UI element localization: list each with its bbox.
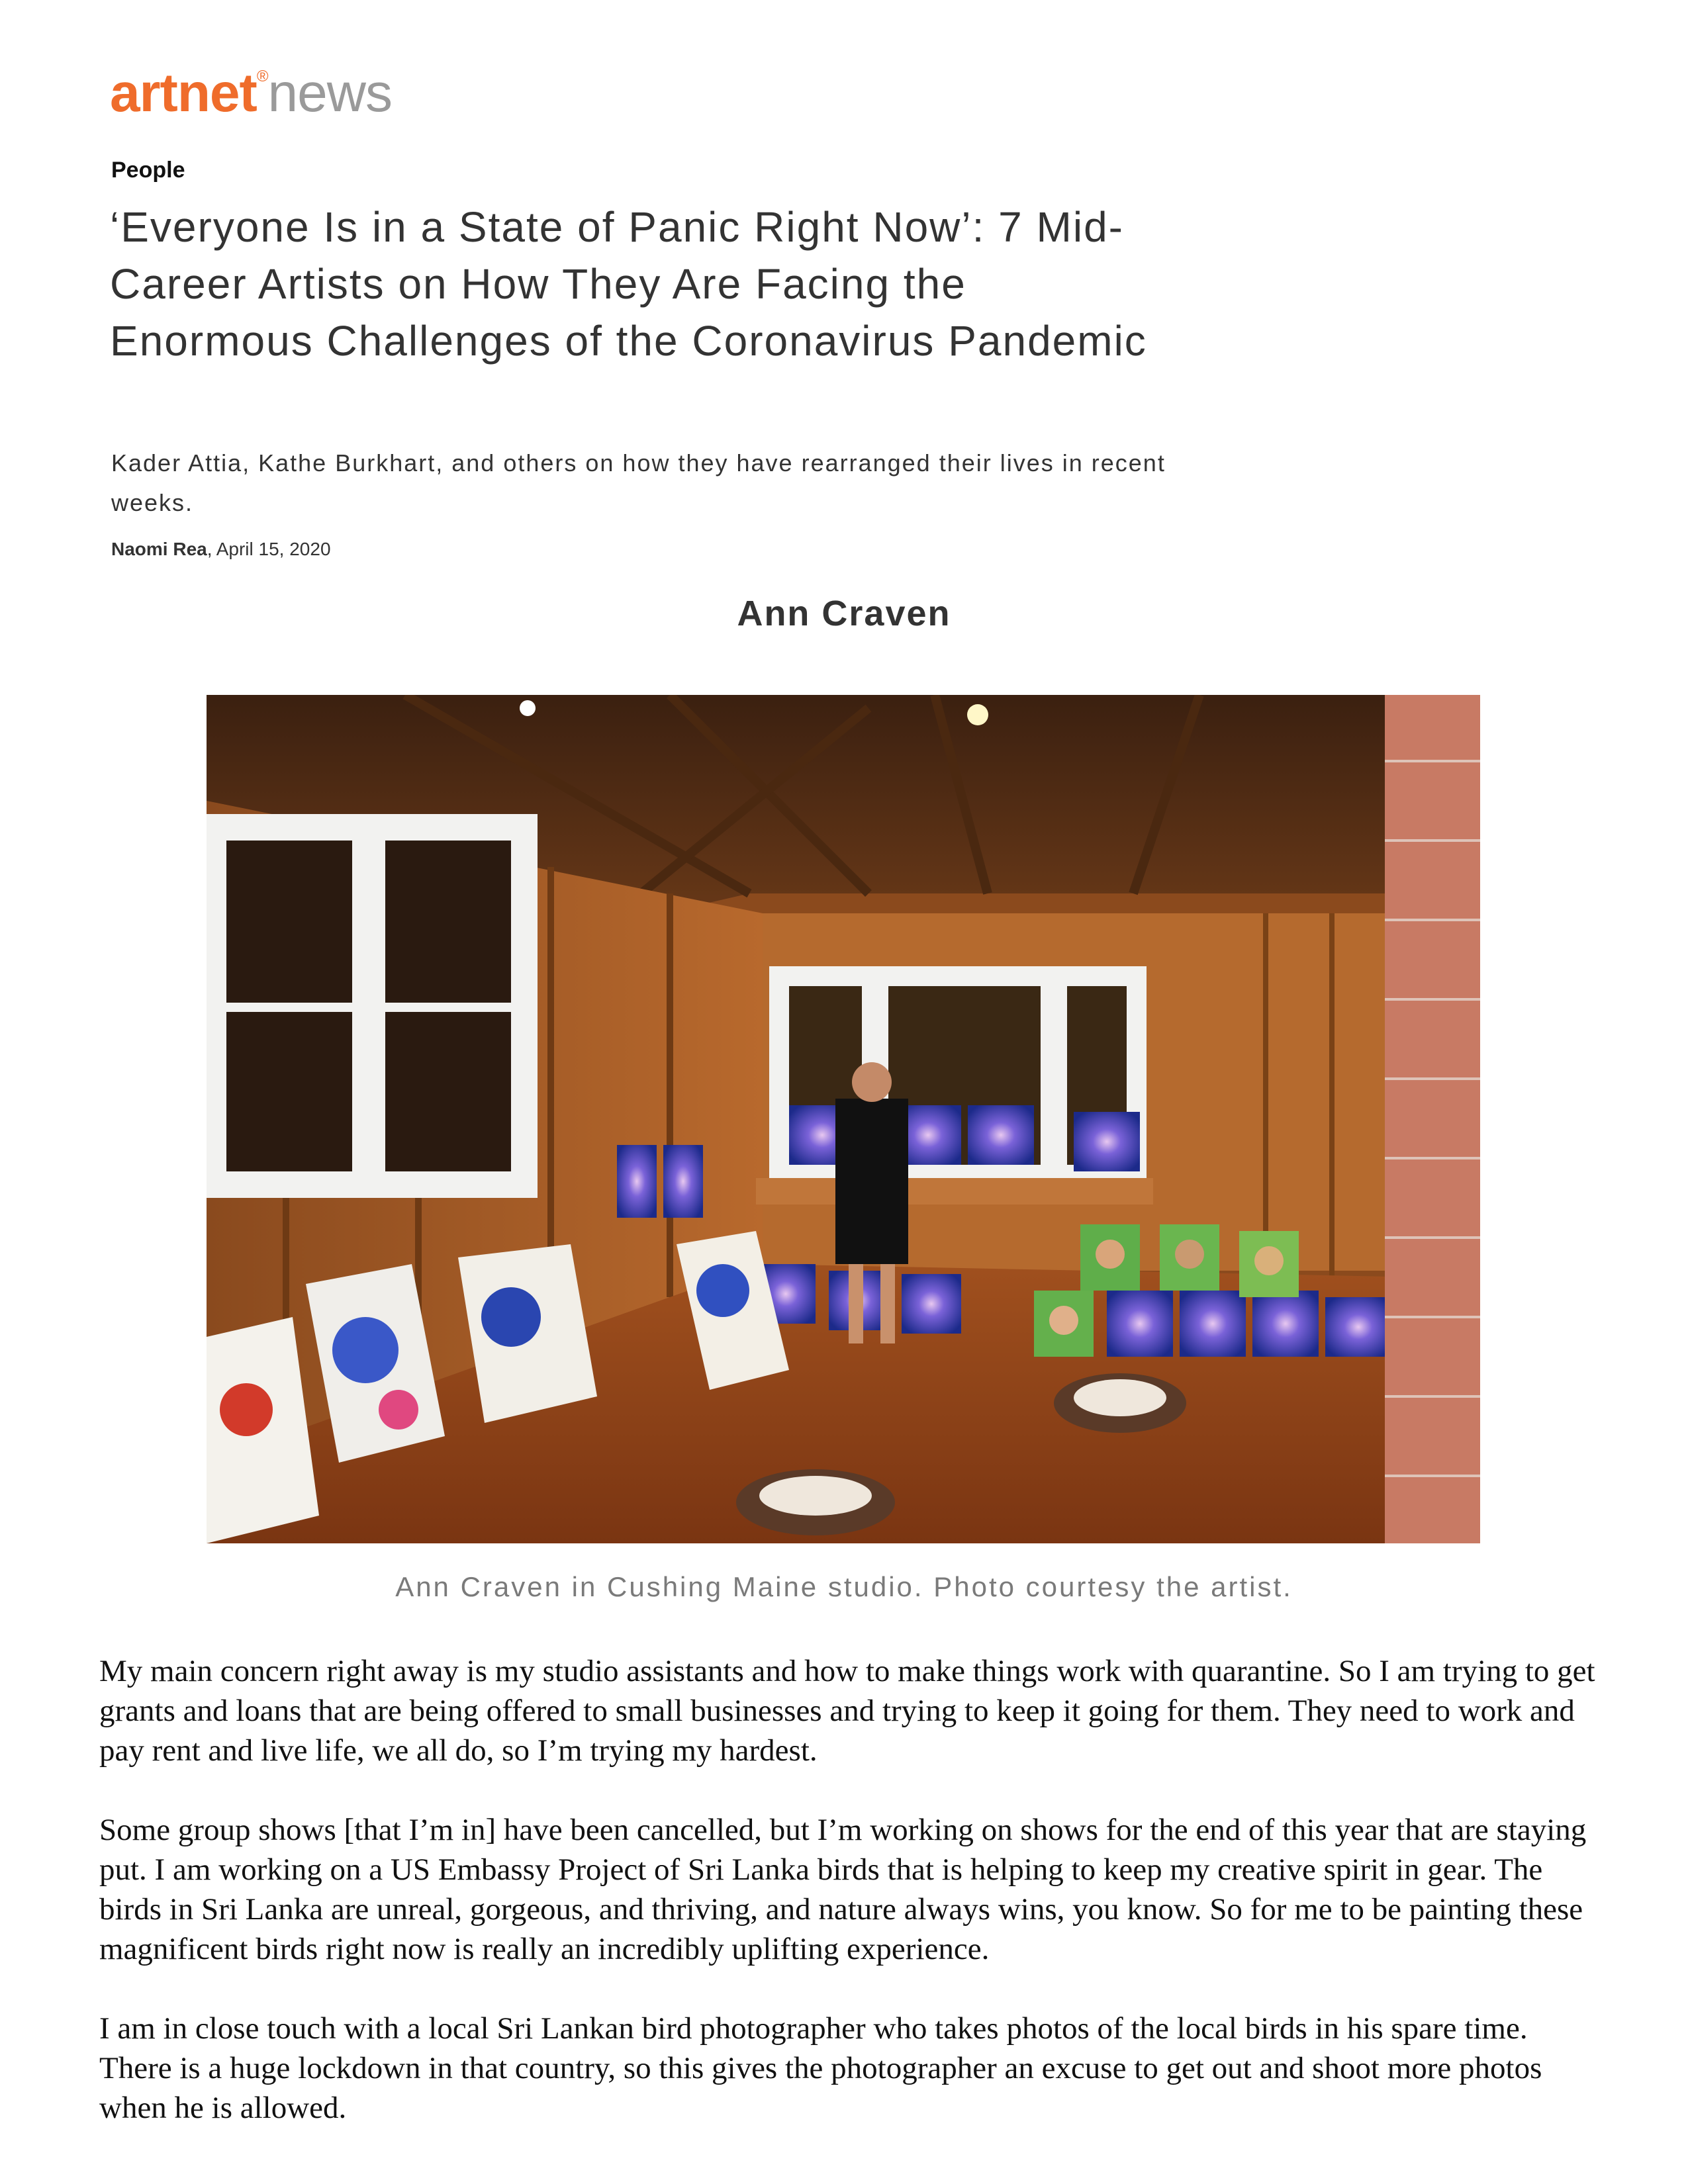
publish-date: , April 15, 2020 xyxy=(207,539,331,559)
logo-registered-mark: ® xyxy=(256,68,268,85)
logo-brand: artnet xyxy=(110,63,257,123)
byline xyxy=(111,539,331,560)
article-headline: ‘Everyone Is in a State of Panic Right Now’: 7 Mid-Career Artists on How They Are Facing the Enormous Challenges of the Coronavirus Pandemic xyxy=(110,203,1147,365)
studio-photo xyxy=(207,695,1480,1543)
artist-heading: Ann Craven xyxy=(737,594,951,633)
body-paragraph: My main concern right away is my studio assistants and how to make things work with quarantine. So I am trying to get grants and loans that are being offered to small businesses and trying to keep it going for them. They need to work and pay rent and live life, we all do, so I’m trying my hardest. xyxy=(99,1654,1595,1768)
body-paragraph: I am in close touch with a local Sri Lankan bird photographer who takes photos of the local birds in his spare time. There is a huge lockdown in that country, so this gives the photographer an excuse to get out and shoot more photos when he is allowed. xyxy=(99,2011,1542,2125)
article-dek: Kader Attia, Kathe Burkhart, and others on how they have rearranged their lives in recent weeks. xyxy=(111,449,1166,516)
article-category[interactable]: People xyxy=(111,158,185,183)
author-name[interactable]: Naomi Rea xyxy=(111,539,207,559)
site-logo[interactable] xyxy=(110,63,392,123)
article-body xyxy=(99,1651,1595,2167)
logo-section: news xyxy=(267,63,392,123)
body-paragraph: Some group shows [that I’m in] have been cancelled, but I’m working on shows for the end of this year that are staying put. I am working on a US Embassy Project of Sri Lanka birds that is helping to keep my creative spirit in gear. The birds in Sri Lanka are unreal, gorgeous, and thriving, and nature always wins, you know. So for me to be painting these magnificent birds right now is really an incredibly uplifting experience. xyxy=(99,1813,1587,1966)
photo-caption: Ann Craven in Cushing Maine studio. Photo courtesy the artist. xyxy=(395,1571,1293,1602)
